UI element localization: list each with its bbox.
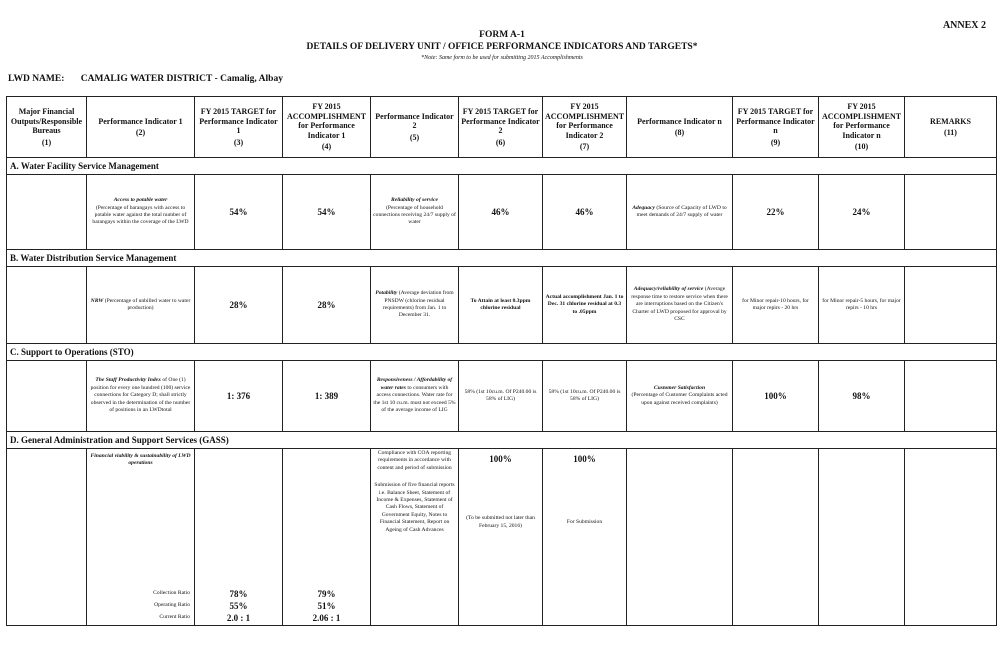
form-note: *Note: Same form to be used for submitting 2015 Accomplishments bbox=[421, 55, 583, 61]
col-header: FY 2015 TARGET for Performance Indicator n (9) bbox=[733, 97, 819, 158]
header-row bbox=[7, 97, 997, 158]
annex-label: ANNEX 2 bbox=[942, 20, 986, 31]
col-header: FY 2015 ACCOMPLISHMENT for Performance Indicator 1 (4) bbox=[283, 97, 371, 158]
form-subtitle: DETAILS OF DELIVERY UNIT / OFFICE PERFORMANCE INDICATORS AND TARGETS* bbox=[306, 42, 698, 52]
section-d-header: D. General Administration and Support Services (GASS) bbox=[7, 432, 997, 449]
col-header: REMARKS (11) bbox=[905, 97, 997, 158]
col-header: FY 2015 ACCOMPLISHMENT for Performance Indicator n (10) bbox=[819, 97, 905, 158]
table-row: NRW (Percentage of unbilled water to water production) 28% 28% Potability (Average deviation from PNSDW (chlorine residual requirements) from Jan. 1 to December 31. To Attain at least 0.3ppm chlorine residual Actual accomplishment Jan. 1 to Dec. 31 chlorine residual at 0.3 to .05ppm Adequacy/reliability of service (Average response time to restore service when there are interruptions based on the Citizen's Charter of LWD proposed for approval by CSC for Minor repair-10 hours, for major repirs - 20 hrs for Minor repair-5 hours, for major repirs - 10 hrs bbox=[7, 267, 997, 344]
lwd-name-line bbox=[8, 74, 283, 84]
col-header: Major Financial Outputs/Responsible Bureaus (1) bbox=[7, 97, 87, 158]
col-header: Performance Indicator n (8) bbox=[627, 97, 733, 158]
section-c-header: C. Support to Operations (STO) bbox=[7, 344, 997, 361]
form-title: FORM A-1 bbox=[479, 30, 525, 40]
table-row: The Staff Productivity Index of One (1) position for every one hundred (100) service connections for Category D; shall strictly observed in the determination of the number of positions in an LWDtotal 1: 376 1: 389 Responsiveness / Affordability of water rates to consumers with access connections. Water rate for the 1st 10 cu.m. must not exceed 5% of the average income of LIG 58% (1st 10cu.m. Of P240.00 is 58% of LIG) 58% (1st 10cu.m. Of P240.00 is 58% of LIG) Customer Satisfaction (Percentage of Customer Complaints acted upon against received complaints) 100% 98% bbox=[7, 361, 997, 432]
col-header: FY 2015 ACCOMPLISHMENT for Performance Indicator 2 (7) bbox=[543, 97, 627, 158]
col-header: FY 2015 TARGET for Performance Indicator 2 (6) bbox=[459, 97, 543, 158]
col-header: Performance Indicator 1 (2) bbox=[87, 97, 195, 158]
table-row: Access to potable water (Percentage of barangays with access to potable water against the total number of barangays within the coverage of the LWD 54% 54% Reliability of service (Percentage of household connections receiving 24/7 supply of water 46% 46% Adequacy (Source of Capacity of LWD to meet demands of 24/7 supply of water 22% 24% bbox=[7, 175, 997, 250]
table-row: Financial viability & sustainability of LWD operations Collection Ratio Operating Ratio Current Ratio 78% 55% 2.0 : 1 79% 51% 2.06 : 1 Compliance with COA reporting requirements in accordance with content and period of submission Submission of five financial reports i.e. Balance Sheet, Statement of Income & Expenses, Statement of Cash Flows, Statement of Government Equity, Notes to Financial Statement, Report on Ageing of Cash Advances 100% (To be submitted not later than February 15, 2016) 100% For Submission bbox=[7, 449, 997, 626]
lwd-label: LWD NAME: bbox=[8, 74, 65, 84]
lwd-value: CAMALIG WATER DISTRICT - Camalig, Albay bbox=[80, 74, 283, 84]
section-b-header: B. Water Distribution Service Management bbox=[7, 250, 997, 267]
col-header: Performance Indicator 2 (5) bbox=[371, 97, 459, 158]
performance-table bbox=[6, 96, 997, 626]
section-a-header: A. Water Facility Service Management bbox=[7, 158, 997, 175]
col-header: FY 2015 TARGET for Performance Indicator 1 (3) bbox=[195, 97, 283, 158]
